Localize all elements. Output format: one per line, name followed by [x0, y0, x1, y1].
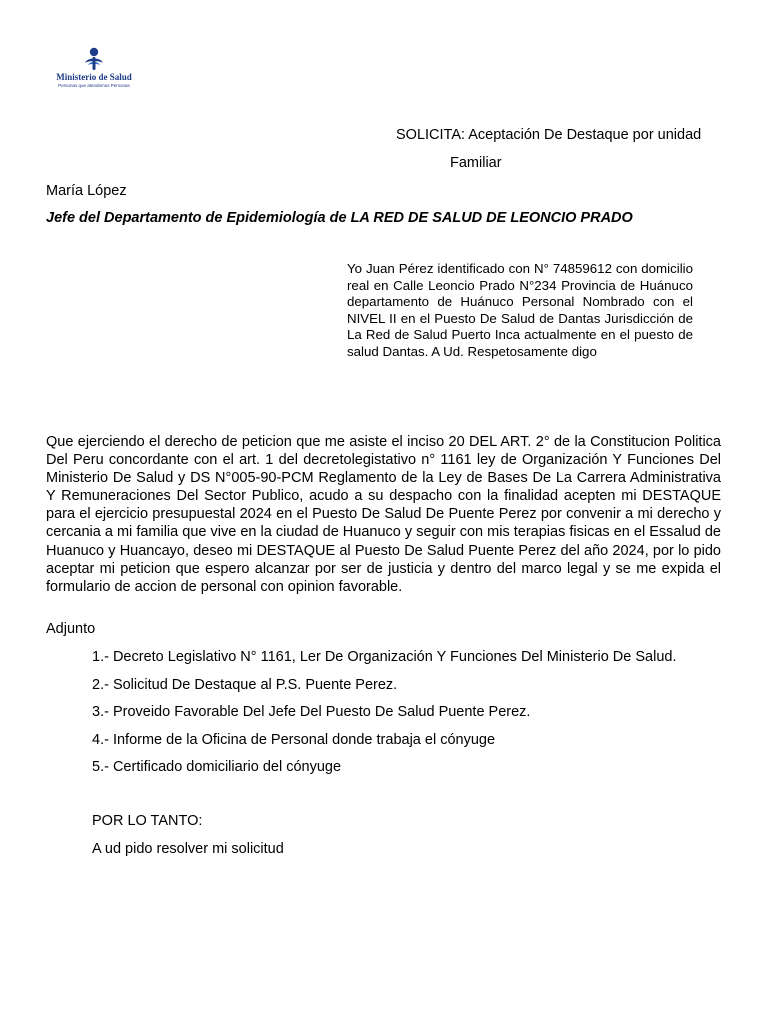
addressee-name: María López: [46, 183, 127, 199]
solicita-line-1: SOLICITA: Aceptación De Destaque por unidad: [396, 127, 702, 143]
logo-name: Ministerio de Salud: [56, 72, 132, 82]
closing-heading: POR LO TANTO:: [92, 813, 203, 829]
attachment-item: 4.- Informe de la Oficina de Personal donde trabaja el cónyuge: [92, 731, 496, 748]
logo-tagline: Personas que atendemos Personas: [58, 83, 130, 88]
attachment-item: 5.- Certificado domiciliario del cónyuge: [92, 759, 342, 776]
addressee-title: Jefe del Departamento de Epidemiología de LA RED DE SALUD DE LEONCIO PRADO: [46, 210, 633, 226]
ministry-logo: [48, 46, 140, 92]
attachments-list: [92, 649, 676, 787]
solicita-line-2: Familiar: [450, 155, 502, 171]
attachment-item: 2.- Solicitud De Destaque al P.S. Puente Perez.: [92, 676, 398, 693]
attachments-label: Adjunto: [46, 621, 96, 637]
closing-request: A ud pido resolver mi solicitud: [92, 841, 284, 857]
attachment-item: 3.- Proveido Favorable Del Jefe Del Puesto De Salud Puente Perez.: [92, 704, 531, 721]
attachment-item: 1.- Decreto Legislativo N° 1161, Ler De Organización Y Funciones Del Ministerio De Salud.: [92, 649, 677, 665]
body-paragraph: Que ejerciendo el derecho de peticion que me asiste el inciso 20 DEL ART. 2° de la Constitucion Politica Del Peru concordante con el art. 1 del decretolegistativo n° 1161 ley de Organización Y Funciones Del Ministerio De Salud y DS N°005-90-PCM Reglamento de la Ley de Bases De La Carrera Administrativa Y Remuneraciones Del Sector Publico, acudo a su despacho con la finalidad acepten mi DESTAQUE para el ejercicio presupuestal 2024 en el Puesto De Salud De Puente Perez por convenir a mi derecho y cercania a mi familia que vive en la ciudad de Huanuco y seguir con mis terapias fisicas en el Essalud de Huanuco y Huancayo, deseo mi DESTAQUE al Puesto De Salud Puente Perez del año 2024, por lo pido aceptar mi peticion que espero alcanzar por ser de justicia y dentro del marco legal y se me expida el formulario de accion de personal con opinion favorable.: [46, 434, 721, 595]
intro-paragraph: Yo Juan Pérez identificado con N° 74859612 con domicilio real en Calle Leoncio Prado N°234 Provincia de Huánuco departamento de Huánuco Personal Nombrado con el NIVEL II en el Puesto De Salud de Dantas Jurisdicción de La Red de Salud Puerto Inca actualmente en el puesto de salud Dantas. A Ud. Respetosamente digo: [347, 261, 693, 359]
ministry-health-figure-icon: [48, 46, 140, 74]
